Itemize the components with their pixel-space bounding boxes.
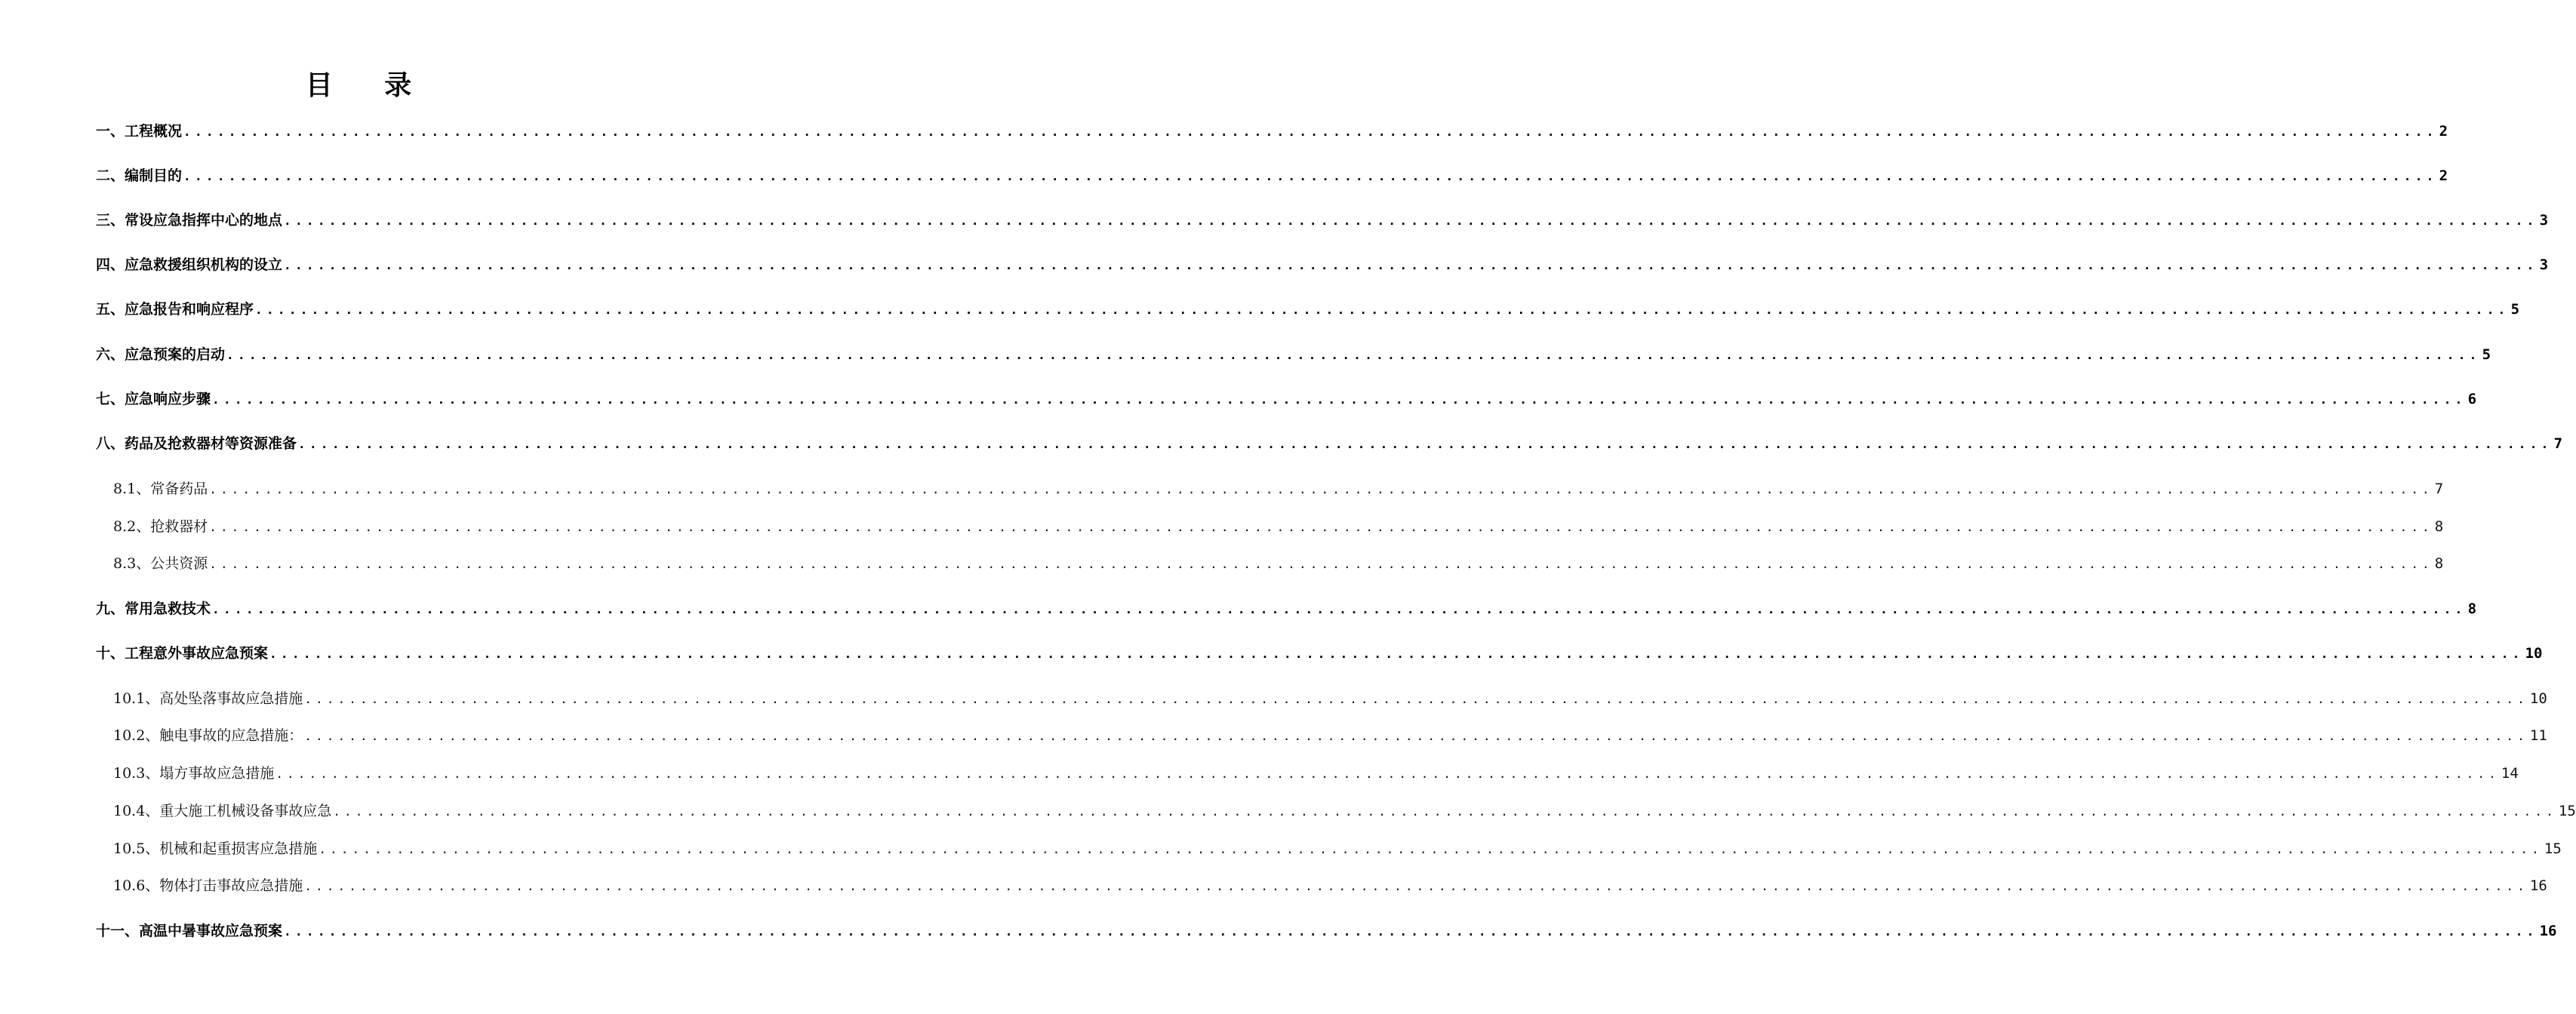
toc-entry-page-number: 3 [2539, 212, 2549, 229]
toc-entry-page-number: 16 [2539, 923, 2557, 939]
toc-entry-page-number: 11 [2529, 727, 2547, 744]
toc-entry-label: 10.4、重大施工机械设备事故应急 [113, 803, 332, 819]
toc-dot-leader: ........................................................................................................................................................................................................ [284, 258, 2538, 272]
toc-dot-leader: ........................................................................................................................................................................................................ [226, 348, 2481, 362]
toc-entry-page-number: 16 [2529, 877, 2547, 894]
toc-title: 目 录 [305, 70, 433, 101]
toc-entry-page-number: 8 [2434, 555, 2444, 572]
toc-dot-leader: ........................................................................................................................................................................................................ [284, 214, 2538, 228]
toc-entry[interactable] [113, 478, 2444, 500]
toc-entry-label: 十一、高温中暑事故应急预案 [96, 923, 283, 939]
toc-entry-label: 七、应急响应步骤 [96, 391, 211, 407]
toc-entry-label: 九、常用急救技术 [96, 601, 211, 617]
toc-entry[interactable] [113, 762, 2519, 785]
toc-dot-leader: ........................................................................................................................................................................................................ [304, 729, 2528, 743]
toc-entry[interactable] [113, 837, 2562, 860]
toc-entry-label: 8.1、常备药品 [113, 481, 208, 497]
toc-entry-page-number: 2 [2439, 123, 2448, 140]
toc-entry[interactable] [96, 388, 2477, 410]
toc-dot-leader: ........................................................................................................................................................................................................ [212, 602, 2467, 616]
toc-entry-label: 二、编制目的 [96, 167, 183, 184]
toc-entry[interactable] [113, 874, 2547, 897]
toc-entry[interactable] [113, 552, 2444, 575]
toc-entry[interactable] [96, 642, 2543, 665]
toc-entry-label: 10.2、触电事故的应急措施： [113, 727, 303, 744]
toc-entry-page-number: 8 [2434, 518, 2444, 535]
toc-entry-page-number: 15 [2544, 840, 2562, 857]
toc-entry[interactable] [96, 209, 2549, 232]
toc-entry-page-number: 5 [2510, 301, 2520, 318]
toc-entry-page-number: 10 [2529, 690, 2547, 707]
toc-dot-leader: ........................................................................................................................................................................................................ [298, 437, 2553, 451]
toc-entry[interactable] [113, 724, 2547, 747]
toc-entry[interactable] [113, 515, 2444, 538]
toc-dot-leader: ........................................................................................................................................................................................................ [255, 303, 2510, 317]
toc-entry-page-number: 6 [2467, 391, 2477, 407]
toc-dot-leader: ........................................................................................................................................................................................................ [183, 169, 2438, 183]
toc-dot-leader: ........................................................................................................................................................................................................ [212, 392, 2467, 407]
toc-entry-label: 8.2、抢救器材 [113, 518, 208, 535]
toc-entry-label: 10.1、高处坠落事故应急措施 [113, 690, 303, 707]
toc-entry-label: 八、药品及抢救器材等资源准备 [96, 435, 297, 452]
toc-entry-label: 一、工程概况 [96, 123, 183, 140]
toc-dot-leader: ........................................................................................................................................................................................................ [284, 924, 2538, 939]
toc-entry-label: 10.3、塌方事故应急措施 [113, 765, 275, 782]
toc-entry[interactable] [96, 598, 2477, 620]
toc-entry-page-number: 5 [2482, 346, 2491, 363]
toc-entry-label: 六、应急预案的启动 [96, 346, 226, 363]
toc-entry-label: 十、工程意外事故应急预案 [96, 645, 269, 662]
toc-dot-leader: ........................................................................................................................................................................................................ [269, 647, 2524, 661]
toc-dot-leader: ........................................................................................................................................................................................................ [304, 692, 2528, 706]
toc-entry-page-number: 10 [2525, 645, 2543, 662]
toc-dot-leader: ........................................................................................................................................................................................................ [275, 767, 2500, 781]
toc-entry-page-number: 3 [2539, 257, 2549, 273]
toc-entry-page-number: 14 [2501, 765, 2519, 782]
toc-entry-label: 10.6、物体打击事故应急措施 [113, 877, 303, 894]
toc-entry[interactable] [96, 432, 2563, 455]
toc-entry[interactable] [96, 920, 2557, 942]
toc-entry-page-number: 7 [2434, 481, 2444, 497]
toc-dot-leader: ........................................................................................................................................................................................................ [183, 124, 2438, 139]
toc-entry-page-number: 2 [2439, 167, 2448, 184]
toc-entry-page-number: 15 [2558, 803, 2576, 819]
toc-dot-leader: ........................................................................................................................................................................................................ [319, 842, 2543, 856]
toc-entry[interactable] [96, 120, 2448, 143]
toc-dot-leader: ........................................................................................................................................................................................................ [333, 804, 2557, 819]
toc-dot-leader: ........................................................................................................................................................................................................ [209, 520, 2433, 534]
toc-entry-label: 三、常设应急指挥中心的地点 [96, 212, 283, 229]
toc-entry[interactable] [96, 254, 2549, 276]
toc-entry-label: 四、应急救援组织机构的设立 [96, 257, 283, 273]
toc-entry[interactable] [113, 800, 2576, 822]
toc-dot-leader: ........................................................................................................................................................................................................ [209, 557, 2433, 571]
toc-entry[interactable] [96, 343, 2491, 366]
toc-entry[interactable] [113, 687, 2547, 710]
toc-dot-leader: ........................................................................................................................................................................................................ [304, 879, 2528, 893]
toc-entry-page-number: 7 [2553, 435, 2563, 452]
toc-entry-label: 五、应急报告和响应程序 [96, 301, 254, 318]
toc-entry[interactable] [96, 164, 2448, 187]
toc-dot-leader: ........................................................................................................................................................................................................ [209, 482, 2433, 496]
toc-entry-page-number: 8 [2467, 601, 2477, 617]
toc-entry[interactable] [96, 298, 2520, 321]
toc-entry-label: 10.5、机械和起重损害应急措施 [113, 840, 318, 857]
toc-entry-label: 8.3、公共资源 [113, 555, 208, 572]
